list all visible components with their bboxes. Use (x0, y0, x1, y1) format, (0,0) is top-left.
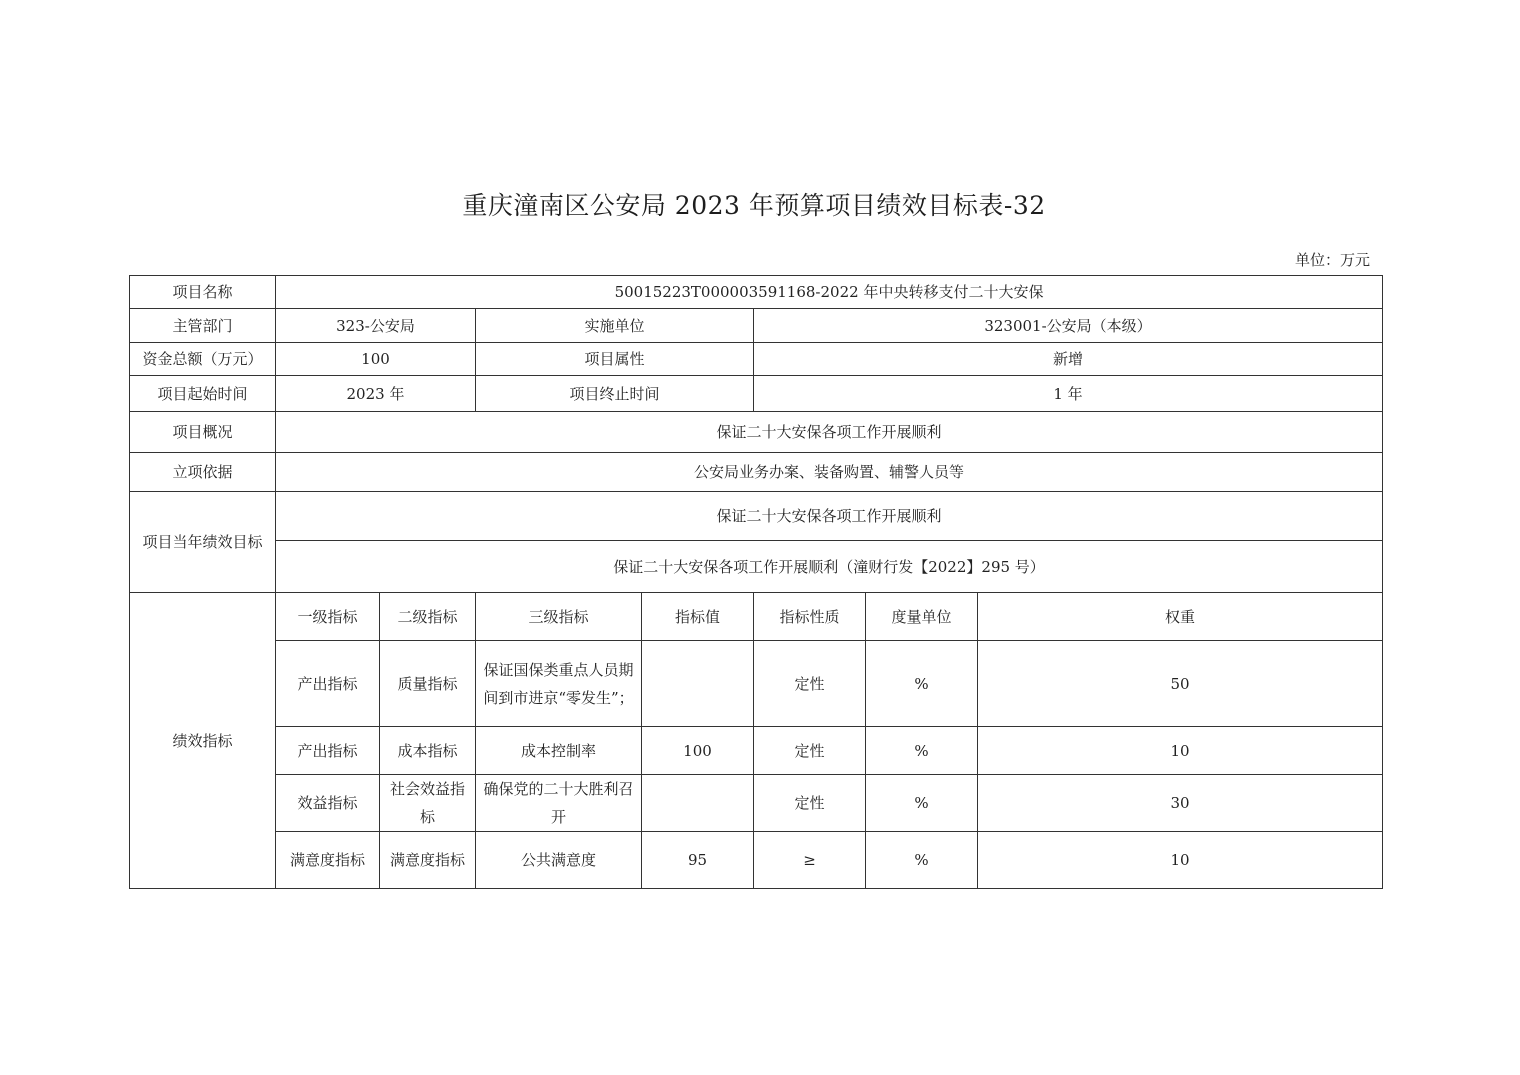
project-name-value: 50015223T000003591168-2022 年中央转移支付二十大安保 (276, 276, 1383, 309)
start-time-label: 项目起始时间 (130, 376, 276, 412)
row-basis (130, 453, 1383, 492)
level3-cell: 确保党的二十大胜利召 开 (476, 775, 642, 832)
fund-value: 100 (276, 343, 476, 376)
header-nature: 指标性质 (754, 593, 866, 641)
perf-indicator-label: 绩效指标 (130, 593, 276, 889)
level1-cell: 效益指标 (276, 775, 380, 832)
impl-unit-label: 实施单位 (476, 309, 754, 343)
level2-cell: 成本指标 (380, 727, 476, 775)
row-goal-1 (130, 492, 1383, 541)
annual-goal-value-1: 保证二十大安保各项工作开展顺利 (276, 492, 1383, 541)
project-attr-value: 新增 (754, 343, 1383, 376)
end-time-value: 1 年 (754, 376, 1383, 412)
level3-cell: 保证国保类重点人员期间到市进京“零发生”； (476, 641, 642, 727)
header-level2: 二级指标 (380, 593, 476, 641)
project-attr-label: 项目属性 (476, 343, 754, 376)
level2-cell: 满意度指标 (380, 832, 476, 889)
unit-cell: % (866, 727, 978, 775)
row-department (130, 309, 1383, 343)
overview-value: 保证二十大安保各项工作开展顺利 (276, 412, 1383, 453)
weight-cell: 30 (978, 775, 1383, 832)
start-time-value: 2023 年 (276, 376, 476, 412)
row-period (130, 376, 1383, 412)
department-label: 主管部门 (130, 309, 276, 343)
weight-cell: 50 (978, 641, 1383, 727)
weight-cell: 10 (978, 727, 1383, 775)
value-cell: 95 (642, 832, 754, 889)
unit-label: 单位：万元 (1294, 251, 1370, 269)
indicator-row (130, 727, 1383, 775)
header-value: 指标值 (642, 593, 754, 641)
indicator-row (130, 641, 1383, 727)
row-fund (130, 343, 1383, 376)
level3-cell: 成本控制率 (476, 727, 642, 775)
annual-goal-label: 项目当年绩效目标 (130, 492, 276, 593)
performance-table (129, 275, 1383, 889)
header-weight: 权重 (978, 593, 1383, 641)
basis-label: 立项依据 (130, 453, 276, 492)
row-overview (130, 412, 1383, 453)
nature-cell: 定性 (754, 727, 866, 775)
level2-cell: 质量指标 (380, 641, 476, 727)
unit-cell: % (866, 641, 978, 727)
nature-cell: 定性 (754, 775, 866, 832)
weight-cell: 10 (978, 832, 1383, 889)
overview-label: 项目概况 (130, 412, 276, 453)
page-title: 重庆潼南区公安局 2023 年预算项目绩效目标表-32 (462, 191, 1046, 220)
indicator-header-row (130, 593, 1383, 641)
unit-cell: % (866, 775, 978, 832)
row-project-name (130, 276, 1383, 309)
header-level3: 三级指标 (476, 593, 642, 641)
department-value: 323-公安局 (276, 309, 476, 343)
end-time-label: 项目终止时间 (476, 376, 754, 412)
annual-goal-value-2: 保证二十大安保各项工作开展顺利（潼财行发【2022】295 号） (276, 541, 1383, 593)
indicator-row (130, 775, 1383, 832)
basis-value: 公安局业务办案、装备购置、辅警人员等 (276, 453, 1383, 492)
level2-cell: 社会效益指标 (380, 775, 476, 832)
level1-cell: 产出指标 (276, 727, 380, 775)
value-cell (642, 775, 754, 832)
nature-cell: 定性 (754, 641, 866, 727)
nature-cell: ≥ (754, 832, 866, 889)
indicator-row (130, 832, 1383, 889)
row-goal-2 (130, 541, 1383, 593)
level1-cell: 满意度指标 (276, 832, 380, 889)
header-unit: 度量单位 (866, 593, 978, 641)
fund-label: 资金总额（万元） (130, 343, 276, 376)
impl-unit-value: 323001-公安局（本级） (754, 309, 1383, 343)
value-cell (642, 641, 754, 727)
level1-cell: 产出指标 (276, 641, 380, 727)
level3-cell: 公共满意度 (476, 832, 642, 889)
value-cell: 100 (642, 727, 754, 775)
unit-cell: % (866, 832, 978, 889)
project-name-label: 项目名称 (130, 276, 276, 309)
header-level1: 一级指标 (276, 593, 380, 641)
